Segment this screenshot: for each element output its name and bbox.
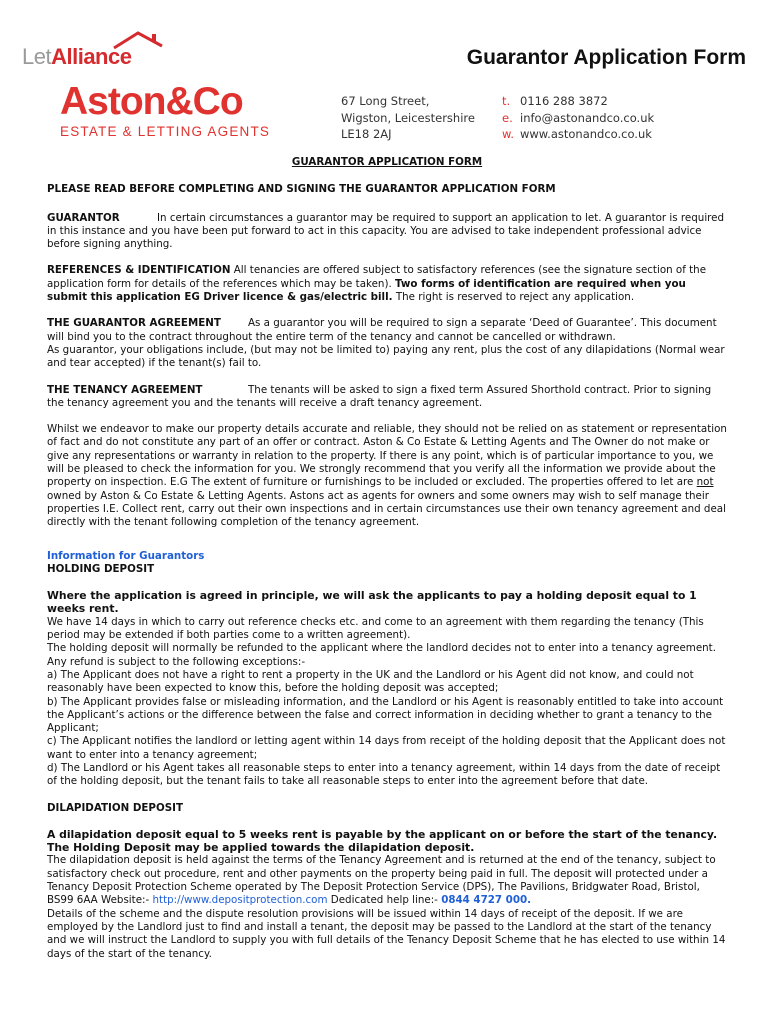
section-text: The tenants will be asked to sign a fixed term Assured Shorthold contract. Prior to signing the tenancy agreement you and the tenants will receive a draft tenancy agreement. <box>47 383 712 409</box>
form-heading: GUARANTOR APPLICATION FORM <box>291 156 483 168</box>
disclaimer-paragraph <box>47 423 727 529</box>
address-line: LE18 2AJ <box>341 127 392 141</box>
disclaimer-text: owned by Aston & Co Estate & Letting Agents. Astons act as agents for owners and some owners may wish to self manage their properties I.E. Collect rent, carry out their own inspections and in certain circumstances use their own tenancy agreement and deal directly with the tenant following completion of the tenancy agreement. <box>47 489 726 529</box>
holding-exception: a) The Applicant does not have a right to rent a property in the UK and the Landlord or his Agent did not know, and could not reasonably have been expected to know this, before the holding deposit was accepted; <box>47 668 694 695</box>
dilapidation-details: Details of the scheme and the dispute resolution provisions will be issued within 14 days of receipt of the deposit. If we are employed by the Landlord just to find and install a tenant, the deposit may be passed to the Landlord at the start of the tenancy and we will instruct the Landlord to supply you with full details of the Tenancy Deposit Scheme that he has elected to use within 14 days of the start of the tenancy. <box>47 907 726 960</box>
dilapidation-heading: DILAPIDATION DEPOSIT <box>47 801 183 814</box>
phone-number: 0116 288 3872 <box>520 94 608 108</box>
holding-exception: b) The Applicant provides false or misleading information, and the Landlord or his Agent is reasonably entitled to take into account the Applicant’s actions or the difference between the false and correct information in deciding whether to grant a tenancy to the Applicant; <box>47 695 724 735</box>
company-contact <box>502 93 654 143</box>
address-line: 67 Long Street, <box>341 94 430 108</box>
holding-exception: c) The Applicant notifies the landlord or letting agent within 14 days from receipt of the holding deposit that the Applicant does not want to enter into a tenancy agreement; <box>47 735 726 761</box>
contact-label: e. <box>502 110 513 125</box>
contact-label: w. <box>502 127 515 141</box>
document-body <box>47 156 727 961</box>
please-read-notice: PLEASE READ BEFORE COMPLETING AND SIGNING THE GUARANTOR APPLICATION FORM <box>47 183 556 196</box>
deposit-protection-link[interactable]: http://www.depositprotection.com <box>152 894 328 907</box>
holding-line: We have 14 days in which to carry out reference checks etc. and come to an agreement with them regarding the tenancy (This period may be extended if both parties come to a written agreement). <box>47 615 704 642</box>
website-address: www.astonandco.co.uk <box>520 127 652 141</box>
letalliance-alliance: Alliance <box>51 44 132 69</box>
section-text: In certain circumstances a guarantor may be required to support an application to let. A guarantor is required in this instance and you have been put forward to act in this capacity. You are advised to take independent professional advice before signing anything. <box>47 211 725 251</box>
section-text: As a guarantor you will be required to sign a separate ‘Deed of Guarantee’. This document will bind you to the contract throughout the entire term of the tenancy and cannot be cancelled or withdrawn. <box>47 317 717 343</box>
holding-deposit-summary: Where the application is agreed in principle, we will ask the applicants to pay a holding deposit equal to 1 weeks rent. <box>47 589 697 616</box>
letalliance-let: Let <box>22 44 52 69</box>
agreement-section <box>47 317 727 344</box>
company-address <box>341 93 475 143</box>
holding-exception: d) The Landlord or his Agent takes all reasonable steps to enter into a tenancy agreement, within 14 days from the date of receipt of the holding deposit, but the tenant fails to take all reasonable steps to enter into the agreement before that date. <box>47 761 721 788</box>
contact-label: t. <box>502 94 511 108</box>
holding-line: Any refund is subject to the following exceptions:- <box>47 655 306 668</box>
section-heading: THE GUARANTOR AGREEMENT <box>47 317 221 330</box>
not-emphasis: not <box>696 476 714 489</box>
section-heading: THE TENANCY AGREEMENT <box>47 383 203 396</box>
references-section <box>47 264 727 304</box>
company-tagline: ESTATE & LETTING AGENTS <box>60 124 271 139</box>
email-address: info@astonandco.co.uk <box>520 110 655 125</box>
agreement-obligations: As guarantor, your obligations include, (but may not be limited to) paying any rent, plus the cost of any dilapidations (Normal wear and tear accepted) if the tenant(s) fail to. <box>47 343 725 370</box>
guarantor-section <box>47 212 727 252</box>
aston-logo <box>60 82 270 139</box>
helpline-label: Dedicated help line:- <box>330 894 438 907</box>
tenancy-section <box>47 384 727 411</box>
disclaimer-text: Whilst we endeavor to make our property details accurate and reliable, they should not be relied on as statement or representation of fact and do not constitute any part of an offer or contract. Aston & Co Estate & Letting Agents and The Owner do not make or give any representations or warranty in relation to the property. If there is any point, which is of particular importance to you, we will be pleased to check the information for you. We strongly recommend that you verify all the information we provide about the property on inspection. E.G The extent of furniture or furnishings to be included or excluded. The properties offered to let are <box>47 423 727 489</box>
company-name: Aston&Co <box>60 80 243 123</box>
letalliance-wordmark <box>22 44 131 70</box>
holding-line: The holding deposit will normally be refunded to the applicant where the landlord decides not to enter into a tenancy agreement. <box>47 642 716 655</box>
section-text: The right is reserved to reject any application. <box>395 291 635 304</box>
info-heading: Information for Guarantors <box>47 549 205 562</box>
section-heading: REFERENCES & IDENTIFICATION <box>47 264 231 277</box>
address-line: Wigston, Leicestershire <box>341 110 475 125</box>
dilapidation-paragraph <box>47 854 727 907</box>
section-text: All tenancies are offered subject to satisfactory references (see the signature section of the application form for details of the references which may be taken). <box>47 264 707 290</box>
dilapidation-text: The dilapidation deposit is held against the terms of the Tenancy Agreement and is returned at the end of the tenancy, subject to satisfactory check out procedure, rent and other payments on the property being paid in full. The deposit will protected under a Tenancy Deposit Protection Scheme operated by The Deposit Protection Service (DPS), The Pavilions, Bridgwater Road, Bristol, BS99 6AA Website:- <box>47 854 716 907</box>
section-heading: GUARANTOR <box>47 211 120 224</box>
holding-deposit-heading: HOLDING DEPOSIT <box>47 562 155 575</box>
helpline-number: 0844 4727 000. <box>441 894 532 907</box>
identification-requirement: Two forms of identification are required when you submit this application EG Driver licence & gas/electric bill. <box>47 277 686 304</box>
dilapidation-summary: A dilapidation deposit equal to 5 weeks rent is payable by the applicant on or before the start of the tenancy. The Holding Deposit may be applied towards the dilapidation deposit. <box>47 827 718 855</box>
page-title: Guarantor Application Form <box>466 46 746 69</box>
letalliance-logo <box>22 30 162 70</box>
